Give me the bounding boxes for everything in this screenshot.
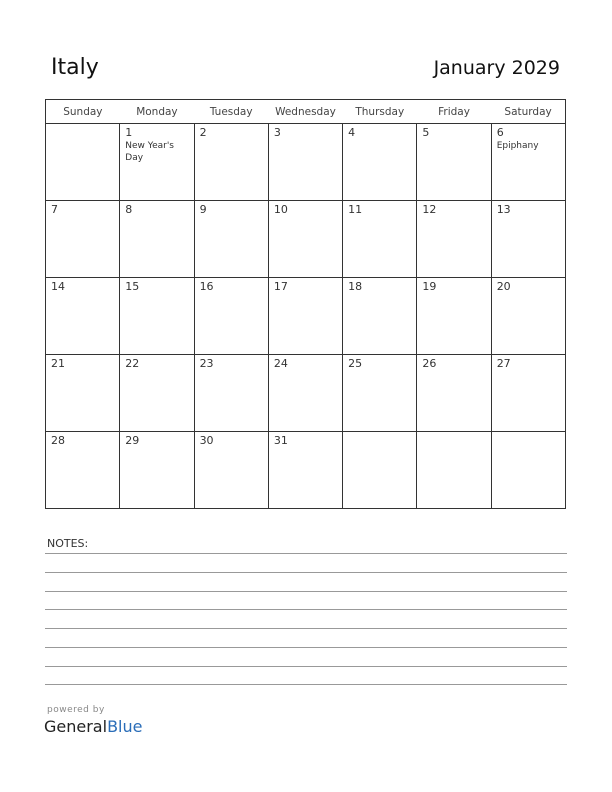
day-number: 10 xyxy=(273,203,288,216)
weekday-friday: Friday xyxy=(417,100,491,124)
day-number: 6 xyxy=(496,126,504,139)
weekday-monday: Monday xyxy=(120,100,194,124)
day-cell xyxy=(46,201,120,278)
day-cell xyxy=(491,201,565,278)
week-row-1 xyxy=(46,124,566,201)
country-title: Italy xyxy=(51,55,99,80)
weekday-tuesday: Tuesday xyxy=(194,100,268,124)
powered-by-text: powered by xyxy=(47,705,105,715)
day-cell xyxy=(417,201,491,278)
note-line xyxy=(45,553,567,554)
week-row-2 xyxy=(46,201,566,278)
day-cell xyxy=(491,432,565,509)
note-line xyxy=(45,647,567,648)
note-line xyxy=(45,609,567,610)
day-cell xyxy=(491,355,565,432)
day-cell xyxy=(417,355,491,432)
day-number: 9 xyxy=(199,203,207,216)
day-number: 12 xyxy=(422,203,437,216)
month-title: January 2029 xyxy=(433,57,560,79)
day-cell xyxy=(268,355,342,432)
day-number: 27 xyxy=(496,357,511,370)
day-cell xyxy=(120,124,194,201)
day-cell xyxy=(46,278,120,355)
day-number: 7 xyxy=(51,203,58,216)
day-number: 23 xyxy=(199,357,214,370)
day-cell xyxy=(417,278,491,355)
weekday-header-row xyxy=(46,100,566,124)
day-number: 26 xyxy=(422,357,437,370)
day-cell xyxy=(46,355,120,432)
day-cell xyxy=(343,124,417,201)
day-cell xyxy=(120,432,194,509)
day-cell xyxy=(268,201,342,278)
note-line xyxy=(45,628,567,629)
day-number: 14 xyxy=(51,280,65,293)
day-cell xyxy=(491,124,565,201)
brand-general: General xyxy=(44,717,108,736)
day-cell xyxy=(268,124,342,201)
day-number: 30 xyxy=(199,434,214,447)
day-number: 8 xyxy=(125,203,133,216)
day-number: 15 xyxy=(125,280,140,293)
day-cell xyxy=(343,201,417,278)
day-cell xyxy=(343,432,417,509)
day-cell xyxy=(120,201,194,278)
day-cell xyxy=(194,432,268,509)
holiday-label: New Year's Day xyxy=(125,141,174,163)
day-cell xyxy=(417,432,491,509)
day-number: 5 xyxy=(422,126,430,139)
day-number: 3 xyxy=(273,126,281,139)
weekday-wednesday: Wednesday xyxy=(268,100,342,124)
brand-blue: Blue xyxy=(107,717,143,736)
day-number: 25 xyxy=(348,357,363,370)
day-cell xyxy=(343,355,417,432)
weekday-sunday: Sunday xyxy=(46,100,120,124)
day-number: 2 xyxy=(199,126,207,139)
day-cell xyxy=(268,432,342,509)
week-row-4 xyxy=(46,355,566,432)
holiday-label: Epiphany xyxy=(496,141,539,151)
day-number: 16 xyxy=(199,280,214,293)
day-cell xyxy=(343,278,417,355)
note-line xyxy=(45,591,567,592)
day-number: 18 xyxy=(348,280,363,293)
weekday-thursday: Thursday xyxy=(343,100,417,124)
note-line xyxy=(45,666,567,667)
notes-label: NOTES: xyxy=(47,537,89,550)
day-number: 21 xyxy=(51,357,65,370)
day-cell xyxy=(120,355,194,432)
day-number: 1 xyxy=(125,126,133,139)
day-number: 31 xyxy=(273,434,288,447)
day-number: 28 xyxy=(51,434,65,447)
day-number xyxy=(343,432,416,434)
week-row-5 xyxy=(46,432,566,509)
generalblue-logo[interactable] xyxy=(44,717,142,736)
day-cell xyxy=(417,124,491,201)
day-number: 17 xyxy=(273,280,288,293)
day-number: 29 xyxy=(125,434,140,447)
weekday-saturday: Saturday xyxy=(491,100,565,124)
note-line xyxy=(45,572,567,573)
day-number: 24 xyxy=(273,357,288,370)
note-line xyxy=(45,684,567,685)
day-cell xyxy=(491,278,565,355)
day-number: 4 xyxy=(348,126,356,139)
week-row-3 xyxy=(46,278,566,355)
day-number xyxy=(46,124,119,126)
day-cell xyxy=(268,278,342,355)
day-cell xyxy=(46,432,120,509)
day-cell xyxy=(194,201,268,278)
calendar-grid xyxy=(45,99,566,509)
day-cell xyxy=(194,278,268,355)
day-number: 13 xyxy=(496,203,511,216)
day-number xyxy=(492,432,565,434)
day-cell xyxy=(120,278,194,355)
day-cell xyxy=(46,124,120,201)
day-cell xyxy=(194,355,268,432)
day-number: 22 xyxy=(125,357,140,370)
day-number: 11 xyxy=(348,203,363,216)
day-number xyxy=(417,432,490,434)
day-number: 19 xyxy=(422,280,437,293)
day-cell xyxy=(194,124,268,201)
day-number: 20 xyxy=(496,280,511,293)
